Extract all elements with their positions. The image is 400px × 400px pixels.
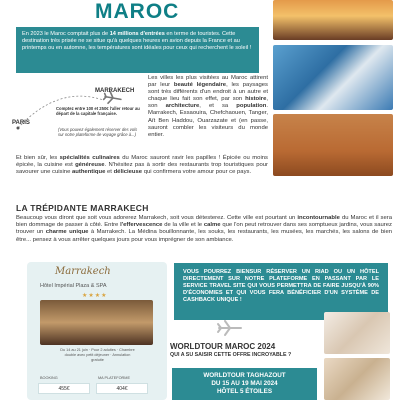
hotel-name: Hôtel Impérial Plaza & SPA bbox=[40, 283, 107, 289]
flight-booking-note: (Vous pouvez également réserver des vols sur notre plateforme de voyage grâce à...) bbox=[58, 127, 138, 138]
section-heading: LA TRÉPIDANTE MARRAKECH bbox=[16, 203, 149, 213]
hotel-photo bbox=[40, 300, 153, 345]
photo-hotel-room-1 bbox=[324, 312, 390, 354]
platform-price: 404€ bbox=[96, 383, 148, 394]
intro-box: En 2023 le Maroc comptait plus de 14 millions d'entrées en terme de touristes. Cette destination très prisée ne se situe qu'à quelques heures en avion depuis la France et au printemps ou en automne, les températures sont idéales pour ceux qui recherchent le soleil ! bbox=[16, 27, 259, 73]
worldtour-box: WORLDTOUR TAGHAZOUT DU 15 AU 19 MAI 2024 HÔTEL 5 ÉTOILES bbox=[172, 368, 317, 400]
platform-promo-box: VOUS POURREZ BIENSUR RÉSERVER UN RIAD OU UN HÔTEL DIRECTEMENT SUR NOTRE PLATEFORME EN PASSANT PAR LE SERVICE TRAVEL SITE QUI VOUS PERMETTRA DE FAIRE JUSQU'À 90% D'ÉCONOMIES ET QUI VOUS FERA BÉNÉFICIER D'UN SYSTÈME DE CASHBACK UNIQUE ! bbox=[174, 263, 388, 320]
page-title: MAROC bbox=[95, 0, 180, 23]
worldtour-title: WORLDTOUR MAROC 2024 bbox=[170, 342, 276, 351]
photo-desert-dunes bbox=[273, 114, 393, 176]
marrakech-paragraph: Beaucoup vous diront que soit vous adorerez Marrakech, soit vous détesterez. Cette ville est pourtant un incontournable du Maroc et il sera bien dommage de passer à côté. Entre l'effervescence de la ville et le calme que l'on peut retrouver dans ses somptueux jardins, vous saurez trouver un charme unique à Marrakech. La Médina bouillonnante, les souks, les restaurants, les musées, les marchés, les salons de bien être... pensez à vous arrêter quelques jours pour vous imprégner de son ambiance. bbox=[16, 215, 392, 243]
photo-chefchaouen-street bbox=[273, 45, 393, 110]
worldtour-subtitle: QUI A SU SAISIR CETTE OFFRE INCROYABLE ? bbox=[170, 352, 292, 358]
food-paragraph: Et bien sûr, les spécialités culinaires du Maroc sauront ravir les papilles ! Épicée ou moins épicée, la cuisine est généreuse. N'hésitez pas à sortir des restaurants trop touristiques pour savourer une cuisine authentique et délicieuse qui confirmera votre amour pour ce pays. bbox=[16, 155, 268, 176]
route-destination: MARRAKECH bbox=[95, 88, 135, 94]
flight-price-info: Comptez entre 100 et 250€ l'aller retour au départ de la capitale française. bbox=[56, 106, 140, 117]
platform-label: MA PLATEFORME bbox=[98, 376, 130, 380]
cities-paragraph: Les villes les plus visitées au Maroc attirent par leur beauté légendaire, les paysages sont très différents d'un endroit à un autre et chaque lieu fait son effet, par son histoire, son architecture, et sa population. Marrakech, Essaouira, Chefchaouen, Tanger, Aït Ben Haddou, Ouarzazate et (en passe, sauront combler les visiteurs du monde entier. bbox=[148, 75, 268, 138]
hotel-card-city: Marrakech bbox=[55, 266, 111, 277]
hotel-details: Du 14 au 21 juin · Pour 2 adultes · Chambre double avec petit déjeuner · Annulation gratuite bbox=[60, 348, 135, 362]
booking-label: BOOKING bbox=[40, 376, 58, 380]
route-origin: PARIS bbox=[12, 120, 30, 126]
star-rating: ★★★★ bbox=[82, 293, 108, 299]
plane-icon bbox=[215, 318, 245, 338]
photo-hotel-room-2 bbox=[324, 358, 390, 400]
booking-price: 455€ bbox=[38, 383, 90, 394]
photo-sunset-mosque bbox=[273, 0, 393, 40]
